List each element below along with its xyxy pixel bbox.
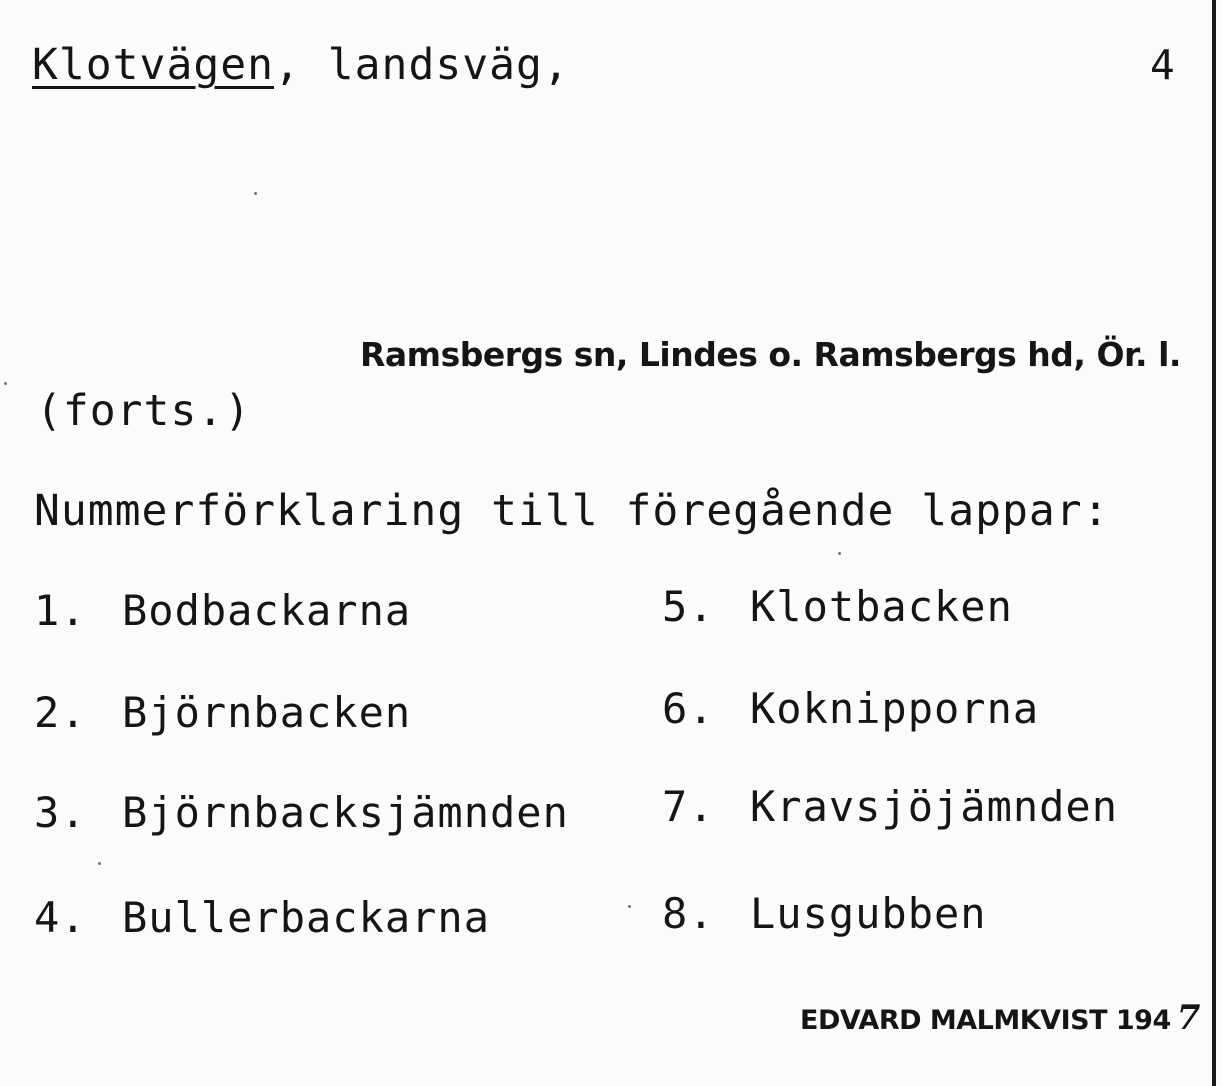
item-number: 8.	[662, 889, 715, 938]
list-item	[662, 684, 1040, 733]
card-number: 4	[1150, 41, 1175, 89]
paper-speck	[254, 192, 257, 195]
item-number: 6.	[662, 684, 715, 733]
list-item	[34, 788, 569, 837]
list-item	[34, 893, 491, 942]
item-name: Kravsjöjämnden	[750, 782, 1119, 831]
heading-place-type: , landsväg,	[274, 40, 570, 90]
item-number: 5.	[662, 582, 715, 631]
item-number: 4.	[34, 893, 87, 942]
item-number: 1.	[34, 586, 87, 635]
list-item	[34, 688, 412, 737]
heading-place-name: Klotvägen	[32, 40, 274, 90]
item-name: Lusgubben	[750, 889, 987, 938]
item-name: Klotbacken	[750, 582, 1013, 631]
paper-speck	[4, 382, 7, 385]
author-stamp	[800, 998, 1200, 1038]
intro-line: Nummerförklaring till föregående lappar:	[34, 486, 1110, 536]
item-name: Björnbacksjämnden	[122, 788, 569, 837]
item-name: Björnbacken	[122, 688, 412, 737]
paper-speck	[98, 862, 101, 865]
paper-speck	[838, 552, 841, 555]
card-heading	[32, 40, 570, 90]
item-number: 7.	[662, 782, 715, 831]
item-number: 3.	[34, 788, 87, 837]
card-edge-line	[1212, 0, 1216, 1086]
list-item	[662, 889, 987, 938]
list-item	[662, 782, 1119, 831]
paper-speck	[628, 905, 631, 908]
list-item	[34, 586, 412, 635]
item-number: 2.	[34, 688, 87, 737]
handwritten-year-digit: 7	[1176, 998, 1200, 1038]
list-item	[662, 582, 1013, 631]
parish-stamp: Ramsbergs sn, Lindes o. Ramsbergs hd, Ör. l.	[360, 335, 1181, 374]
item-name: Bullerbackarna	[122, 893, 491, 942]
item-name: Koknipporna	[750, 684, 1040, 733]
author-stamp-text: EDVARD MALMKVIST 194	[800, 1005, 1171, 1036]
item-name: Bodbackarna	[122, 586, 412, 635]
continued-note: (forts.)	[36, 386, 252, 436]
